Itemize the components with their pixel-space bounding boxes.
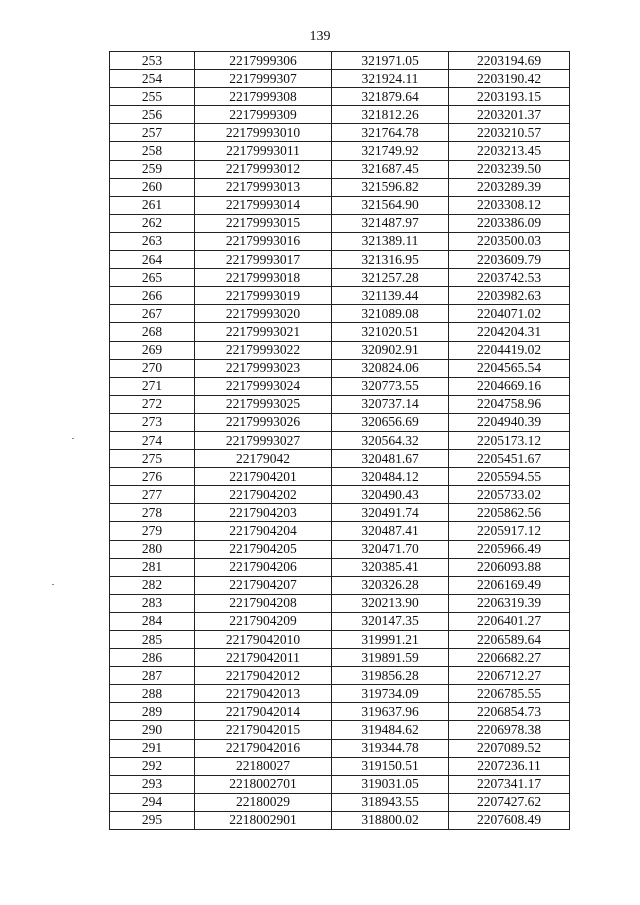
point-number-cell: 288 [110, 685, 195, 703]
x-coordinate-cell: 319150.51 [332, 757, 449, 775]
point-number-cell: 275 [110, 450, 195, 468]
point-id-cell: 22179993020 [195, 305, 332, 323]
x-coordinate-cell: 321687.45 [332, 160, 449, 178]
x-coordinate-cell: 321316.95 [332, 251, 449, 269]
point-id-cell: 22179993010 [195, 124, 332, 142]
y-coordinate-cell: 2203742.53 [449, 269, 570, 287]
table-row [110, 576, 570, 594]
point-id-cell: 22179993012 [195, 160, 332, 178]
point-id-cell: 2218002901 [195, 811, 332, 829]
point-number-cell: 277 [110, 486, 195, 504]
x-coordinate-cell: 320385.41 [332, 558, 449, 576]
y-coordinate-cell: 2207608.49 [449, 811, 570, 829]
point-number-cell: 281 [110, 558, 195, 576]
y-coordinate-cell: 2205917.12 [449, 522, 570, 540]
point-id-cell: 22179993016 [195, 232, 332, 250]
point-id-cell: 2217999306 [195, 52, 332, 70]
y-coordinate-cell: 2203386.09 [449, 214, 570, 232]
margin-dot [52, 584, 54, 585]
y-coordinate-cell: 2205733.02 [449, 486, 570, 504]
point-number-cell: 265 [110, 269, 195, 287]
x-coordinate-cell: 319891.59 [332, 649, 449, 667]
x-coordinate-cell: 320656.69 [332, 413, 449, 431]
x-coordinate-cell: 320491.74 [332, 504, 449, 522]
y-coordinate-cell: 2204071.02 [449, 305, 570, 323]
point-number-cell: 291 [110, 739, 195, 757]
y-coordinate-cell: 2206589.64 [449, 631, 570, 649]
point-number-cell: 269 [110, 341, 195, 359]
y-coordinate-cell: 2203239.50 [449, 160, 570, 178]
y-coordinate-cell: 2207236.11 [449, 757, 570, 775]
x-coordinate-cell: 319031.05 [332, 775, 449, 793]
point-id-cell: 22179042011 [195, 649, 332, 667]
table-row [110, 703, 570, 721]
point-id-cell: 2217999307 [195, 70, 332, 88]
y-coordinate-cell: 2204940.39 [449, 413, 570, 431]
y-coordinate-cell: 2204669.16 [449, 377, 570, 395]
x-coordinate-cell: 321879.64 [332, 88, 449, 106]
x-coordinate-cell: 318943.55 [332, 793, 449, 811]
x-coordinate-cell: 320773.55 [332, 377, 449, 395]
table-row [110, 486, 570, 504]
table-row [110, 305, 570, 323]
point-number-cell: 293 [110, 775, 195, 793]
table-row [110, 504, 570, 522]
point-number-cell: 283 [110, 594, 195, 612]
y-coordinate-cell: 2205594.55 [449, 468, 570, 486]
x-coordinate-cell: 321487.97 [332, 214, 449, 232]
y-coordinate-cell: 2206712.27 [449, 667, 570, 685]
y-coordinate-cell: 2205173.12 [449, 431, 570, 449]
point-number-cell: 261 [110, 196, 195, 214]
y-coordinate-cell: 2206978.38 [449, 721, 570, 739]
x-coordinate-cell: 321257.28 [332, 269, 449, 287]
x-coordinate-cell: 321564.90 [332, 196, 449, 214]
point-number-cell: 268 [110, 323, 195, 341]
y-coordinate-cell: 2206169.49 [449, 576, 570, 594]
point-number-cell: 257 [110, 124, 195, 142]
table-row [110, 124, 570, 142]
x-coordinate-cell: 318800.02 [332, 811, 449, 829]
x-coordinate-cell: 320471.70 [332, 540, 449, 558]
x-coordinate-cell: 319991.21 [332, 631, 449, 649]
table-row [110, 160, 570, 178]
point-id-cell: 22179993021 [195, 323, 332, 341]
table-row [110, 649, 570, 667]
point-number-cell: 273 [110, 413, 195, 431]
table-row [110, 287, 570, 305]
x-coordinate-cell: 320737.14 [332, 395, 449, 413]
point-id-cell: 2217904208 [195, 594, 332, 612]
y-coordinate-cell: 2203982.63 [449, 287, 570, 305]
y-coordinate-cell: 2203190.42 [449, 70, 570, 88]
x-coordinate-cell: 321749.92 [332, 142, 449, 160]
y-coordinate-cell: 2207089.52 [449, 739, 570, 757]
table-row [110, 522, 570, 540]
point-number-cell: 260 [110, 178, 195, 196]
point-number-cell: 294 [110, 793, 195, 811]
table-row [110, 196, 570, 214]
point-number-cell: 278 [110, 504, 195, 522]
point-id-cell: 22179993011 [195, 142, 332, 160]
point-id-cell: 22179042013 [195, 685, 332, 703]
table-row [110, 395, 570, 413]
point-number-cell: 271 [110, 377, 195, 395]
y-coordinate-cell: 2203500.03 [449, 232, 570, 250]
point-id-cell: 22179042012 [195, 667, 332, 685]
x-coordinate-cell: 320481.67 [332, 450, 449, 468]
coordinates-table-body [110, 52, 570, 830]
y-coordinate-cell: 2207427.62 [449, 793, 570, 811]
table-row [110, 341, 570, 359]
table-row [110, 178, 570, 196]
point-number-cell: 262 [110, 214, 195, 232]
table-row [110, 558, 570, 576]
point-id-cell: 22180029 [195, 793, 332, 811]
point-id-cell: 22179042015 [195, 721, 332, 739]
x-coordinate-cell: 321924.11 [332, 70, 449, 88]
x-coordinate-cell: 321596.82 [332, 178, 449, 196]
point-number-cell: 289 [110, 703, 195, 721]
table-row [110, 667, 570, 685]
point-id-cell: 22179993017 [195, 251, 332, 269]
point-number-cell: 284 [110, 612, 195, 630]
point-id-cell: 22179993027 [195, 431, 332, 449]
table-row [110, 88, 570, 106]
point-id-cell: 22179993019 [195, 287, 332, 305]
point-id-cell: 2217999309 [195, 106, 332, 124]
table-row [110, 377, 570, 395]
point-number-cell: 270 [110, 359, 195, 377]
y-coordinate-cell: 2204758.96 [449, 395, 570, 413]
x-coordinate-cell: 319856.28 [332, 667, 449, 685]
point-id-cell: 2217904209 [195, 612, 332, 630]
y-coordinate-cell: 2207341.17 [449, 775, 570, 793]
x-coordinate-cell: 320564.32 [332, 431, 449, 449]
point-number-cell: 254 [110, 70, 195, 88]
table-row [110, 214, 570, 232]
table-row [110, 757, 570, 775]
x-coordinate-cell: 319734.09 [332, 685, 449, 703]
point-number-cell: 287 [110, 667, 195, 685]
point-number-cell: 292 [110, 757, 195, 775]
y-coordinate-cell: 2203210.57 [449, 124, 570, 142]
point-id-cell: 22179993015 [195, 214, 332, 232]
x-coordinate-cell: 321389.11 [332, 232, 449, 250]
point-id-cell: 22179993018 [195, 269, 332, 287]
table-row [110, 52, 570, 70]
point-id-cell: 2217904202 [195, 486, 332, 504]
x-coordinate-cell: 320490.43 [332, 486, 449, 504]
table-row [110, 811, 570, 829]
point-id-cell: 2217904203 [195, 504, 332, 522]
table-row [110, 793, 570, 811]
x-coordinate-cell: 320147.35 [332, 612, 449, 630]
point-id-cell: 22179993024 [195, 377, 332, 395]
point-number-cell: 267 [110, 305, 195, 323]
table-row [110, 142, 570, 160]
point-number-cell: 295 [110, 811, 195, 829]
point-number-cell: 259 [110, 160, 195, 178]
table-row [110, 594, 570, 612]
x-coordinate-cell: 321139.44 [332, 287, 449, 305]
table-row [110, 468, 570, 486]
point-number-cell: 276 [110, 468, 195, 486]
y-coordinate-cell: 2205862.56 [449, 504, 570, 522]
table-row [110, 70, 570, 88]
point-id-cell: 2218002701 [195, 775, 332, 793]
y-coordinate-cell: 2205451.67 [449, 450, 570, 468]
point-id-cell: 2217904205 [195, 540, 332, 558]
point-number-cell: 256 [110, 106, 195, 124]
x-coordinate-cell: 319484.62 [332, 721, 449, 739]
point-id-cell: 22179993022 [195, 341, 332, 359]
y-coordinate-cell: 2206682.27 [449, 649, 570, 667]
y-coordinate-cell: 2203194.69 [449, 52, 570, 70]
table-row [110, 540, 570, 558]
point-id-cell: 22179042016 [195, 739, 332, 757]
y-coordinate-cell: 2206854.73 [449, 703, 570, 721]
x-coordinate-cell: 320484.12 [332, 468, 449, 486]
table-row [110, 450, 570, 468]
point-number-cell: 264 [110, 251, 195, 269]
coordinates-table [109, 51, 570, 830]
point-id-cell: 22179993025 [195, 395, 332, 413]
page-number: 139 [309, 29, 331, 44]
point-number-cell: 258 [110, 142, 195, 160]
table-row [110, 359, 570, 377]
y-coordinate-cell: 2203289.39 [449, 178, 570, 196]
point-id-cell: 2217904206 [195, 558, 332, 576]
table-row [110, 685, 570, 703]
point-number-cell: 272 [110, 395, 195, 413]
point-id-cell: 22180027 [195, 757, 332, 775]
table-row [110, 323, 570, 341]
table-row [110, 721, 570, 739]
point-id-cell: 2217999308 [195, 88, 332, 106]
x-coordinate-cell: 320326.28 [332, 576, 449, 594]
y-coordinate-cell: 2205966.49 [449, 540, 570, 558]
x-coordinate-cell: 320213.90 [332, 594, 449, 612]
table-row [110, 431, 570, 449]
x-coordinate-cell: 320487.41 [332, 522, 449, 540]
point-number-cell: 253 [110, 52, 195, 70]
y-coordinate-cell: 2204419.02 [449, 341, 570, 359]
x-coordinate-cell: 320902.91 [332, 341, 449, 359]
y-coordinate-cell: 2203193.15 [449, 88, 570, 106]
table-row [110, 612, 570, 630]
point-id-cell: 22179042014 [195, 703, 332, 721]
y-coordinate-cell: 2206319.39 [449, 594, 570, 612]
x-coordinate-cell: 321089.08 [332, 305, 449, 323]
point-number-cell: 274 [110, 431, 195, 449]
y-coordinate-cell: 2203213.45 [449, 142, 570, 160]
y-coordinate-cell: 2203201.37 [449, 106, 570, 124]
point-number-cell: 255 [110, 88, 195, 106]
point-id-cell: 2217904207 [195, 576, 332, 594]
y-coordinate-cell: 2206785.55 [449, 685, 570, 703]
y-coordinate-cell: 2203609.79 [449, 251, 570, 269]
point-number-cell: 286 [110, 649, 195, 667]
point-number-cell: 290 [110, 721, 195, 739]
y-coordinate-cell: 2204204.31 [449, 323, 570, 341]
point-id-cell: 22179993014 [195, 196, 332, 214]
y-coordinate-cell: 2204565.54 [449, 359, 570, 377]
point-number-cell: 263 [110, 232, 195, 250]
table-row [110, 775, 570, 793]
point-number-cell: 282 [110, 576, 195, 594]
point-id-cell: 2217904204 [195, 522, 332, 540]
point-id-cell: 22179993023 [195, 359, 332, 377]
point-id-cell: 22179042010 [195, 631, 332, 649]
point-number-cell: 285 [110, 631, 195, 649]
y-coordinate-cell: 2206093.88 [449, 558, 570, 576]
point-id-cell: 22179042 [195, 450, 332, 468]
x-coordinate-cell: 321764.78 [332, 124, 449, 142]
point-number-cell: 266 [110, 287, 195, 305]
point-number-cell: 280 [110, 540, 195, 558]
x-coordinate-cell: 319344.78 [332, 739, 449, 757]
y-coordinate-cell: 2206401.27 [449, 612, 570, 630]
x-coordinate-cell: 321812.26 [332, 106, 449, 124]
x-coordinate-cell: 321020.51 [332, 323, 449, 341]
table-row [110, 413, 570, 431]
table-row [110, 232, 570, 250]
point-id-cell: 22179993026 [195, 413, 332, 431]
point-id-cell: 2217904201 [195, 468, 332, 486]
x-coordinate-cell: 321971.05 [332, 52, 449, 70]
table-row [110, 631, 570, 649]
table-row [110, 269, 570, 287]
point-id-cell: 22179993013 [195, 178, 332, 196]
point-number-cell: 279 [110, 522, 195, 540]
margin-dot [72, 438, 74, 439]
table-row [110, 739, 570, 757]
x-coordinate-cell: 319637.96 [332, 703, 449, 721]
x-coordinate-cell: 320824.06 [332, 359, 449, 377]
y-coordinate-cell: 2203308.12 [449, 196, 570, 214]
table-row [110, 251, 570, 269]
table-row [110, 106, 570, 124]
